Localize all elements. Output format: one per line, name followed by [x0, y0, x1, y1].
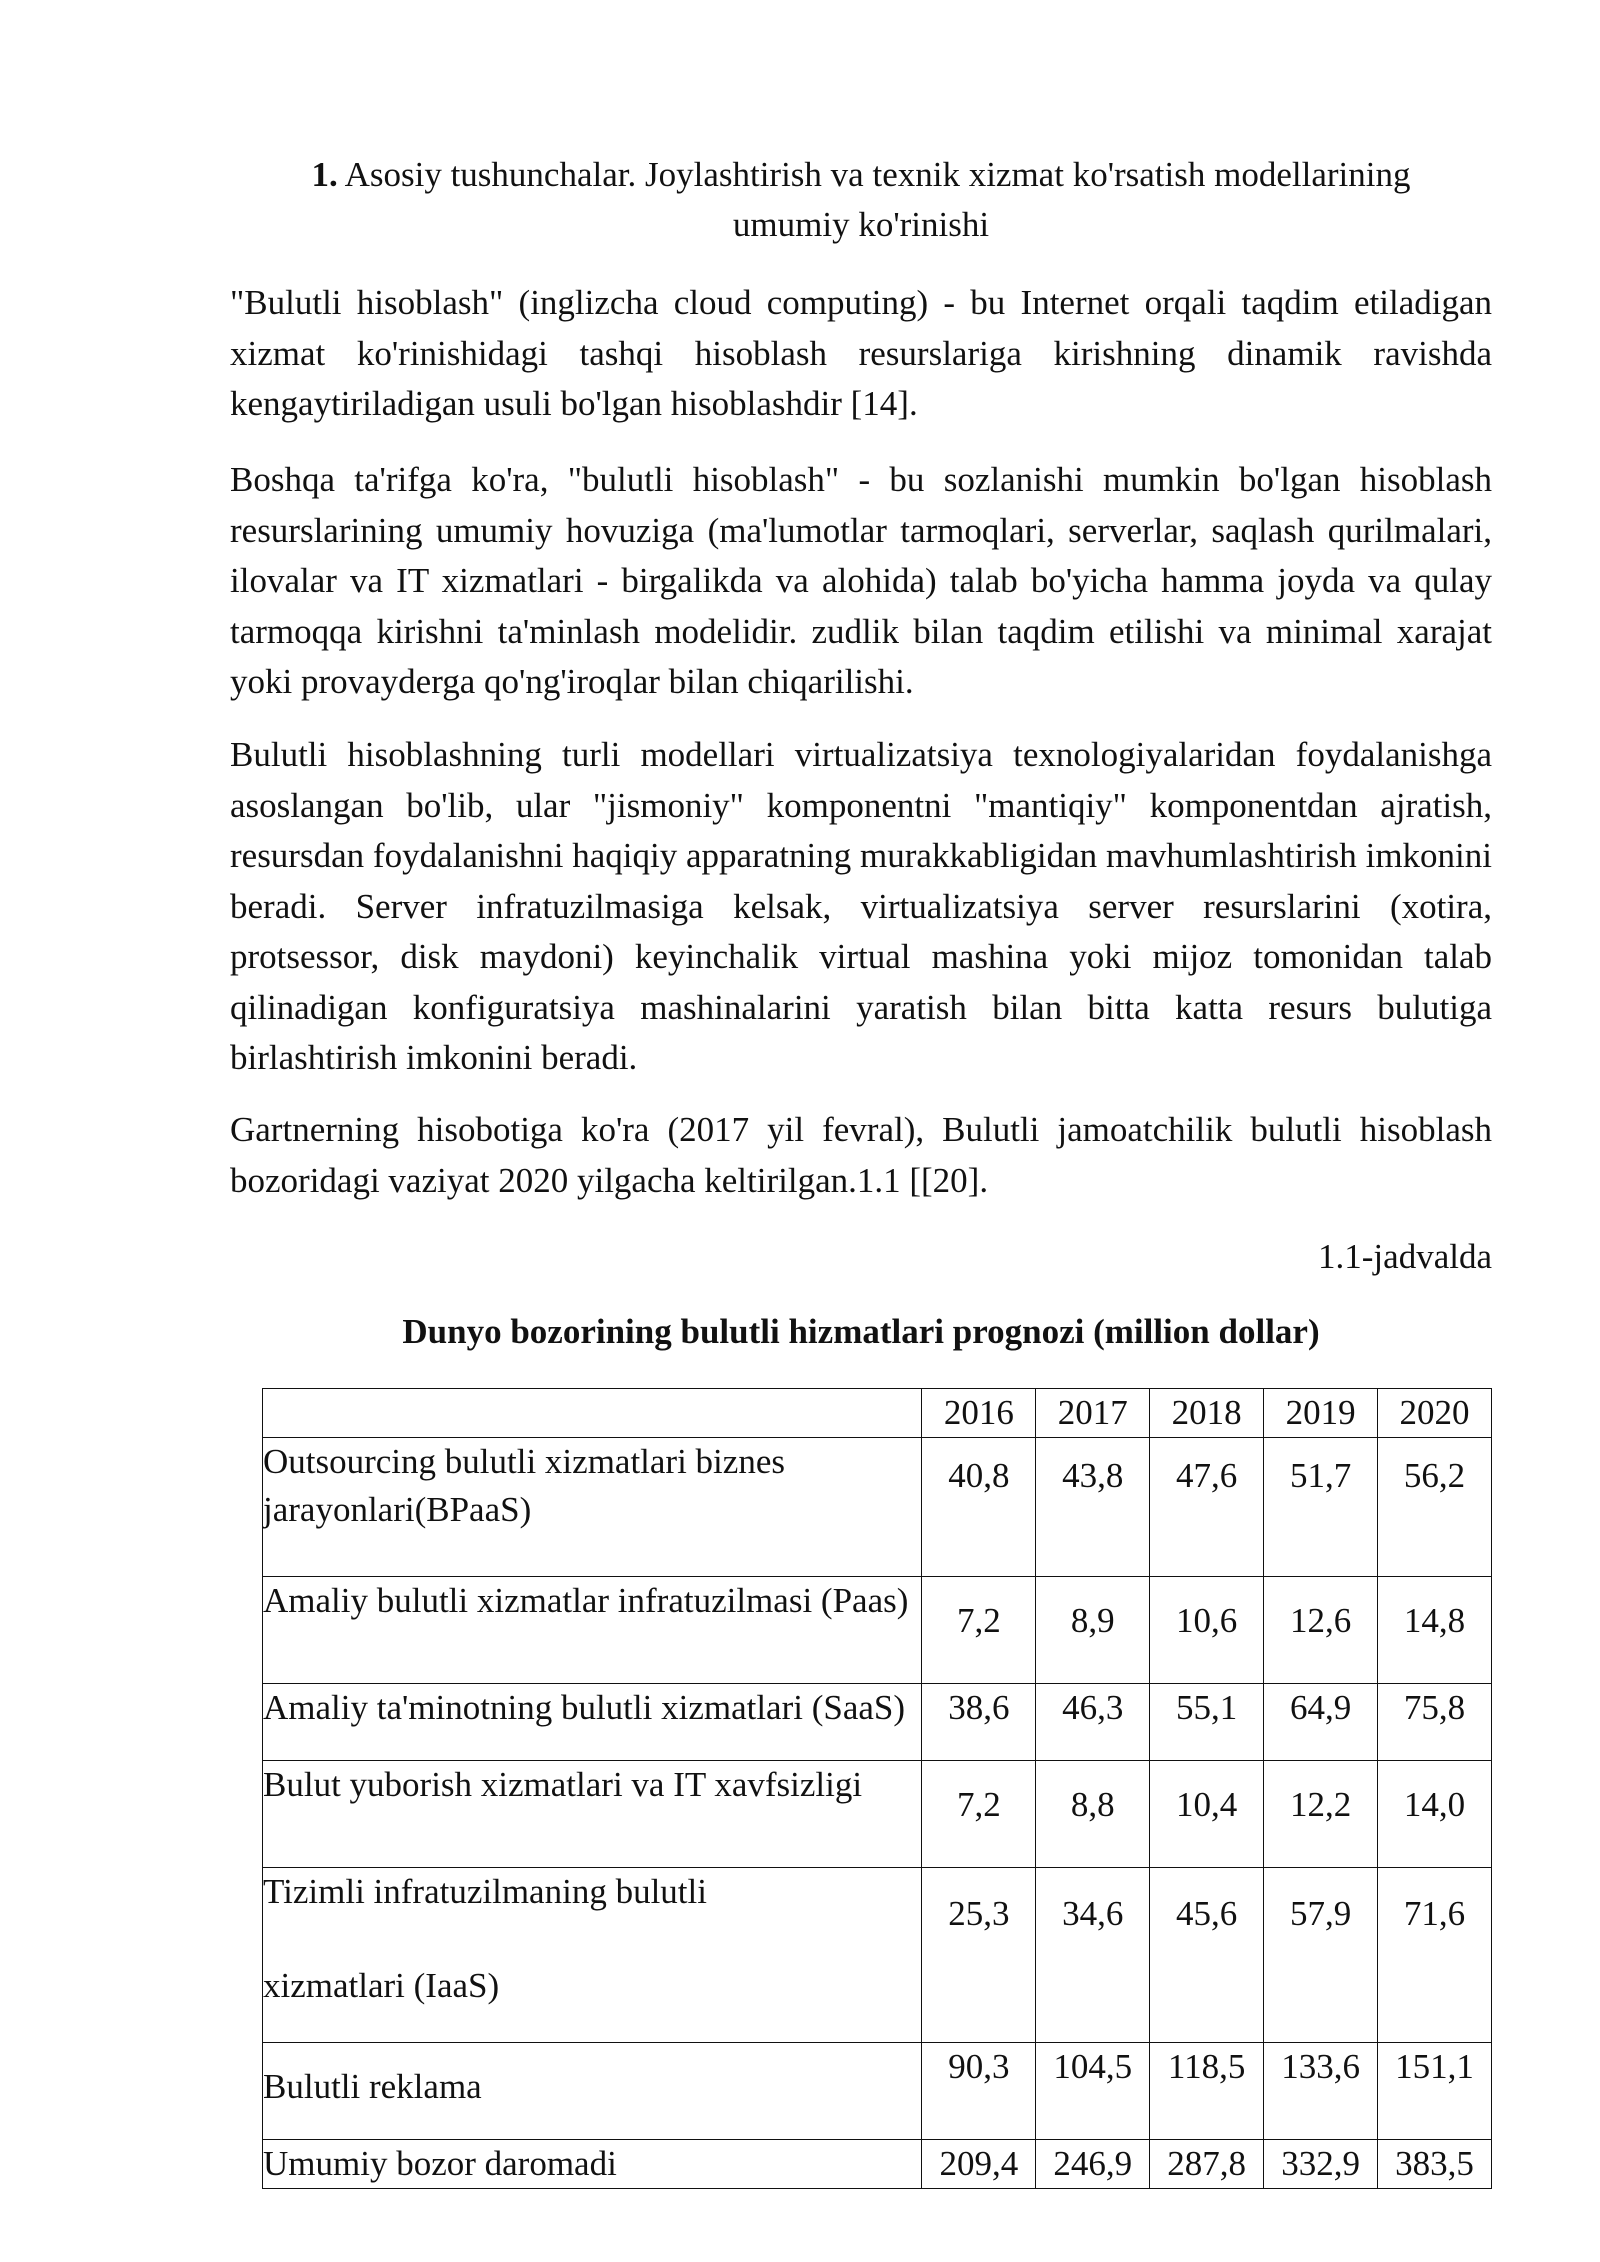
row-label-line: xizmatlari (IaaS): [263, 1966, 500, 2005]
table-header-row: [263, 1389, 1492, 1438]
table-cell: 287,8: [1150, 2140, 1264, 2189]
table-row: [263, 1438, 1492, 1577]
paragraph-definition: "Bulutli hisoblash" (inglizcha cloud computing) - bu Internet orqali taqdim etiladigan xizmat ko'rinishidagi tashqi hisoblash resurslariga kirishning dinamik ravishda kengaytiriladigan usuli bo'lgan hisoblashdir [14].: [230, 283, 1492, 423]
section-title-line1: Asosiy tushunchalar. Joylashtirish va texnik xizmat ko'rsatish modellarining: [344, 155, 1411, 194]
table-cell: 64,9: [1264, 1684, 1378, 1761]
table-title: Dunyo bozorining bulutli hizmatlari prognozi (million dollar): [402, 1312, 1320, 1351]
table-cell: 8,8: [1036, 1761, 1150, 1868]
table-cell: 10,4: [1150, 1761, 1264, 1868]
table-cell: 332,9: [1264, 2140, 1378, 2189]
section-title-line2: umumiy ko'rinishi: [732, 205, 990, 244]
table-cell: 51,7: [1264, 1438, 1378, 1577]
section-heading: [230, 150, 1492, 250]
table-cell: 104,5: [1036, 2043, 1150, 2140]
table-cell: 7,2: [922, 1577, 1036, 1684]
table-corner-cell: [263, 1389, 922, 1438]
table-cell: 47,6: [1150, 1438, 1264, 1577]
table-cell: 209,4: [922, 2140, 1036, 2189]
year-header: 2018: [1150, 1389, 1264, 1438]
forecast-table: [262, 1388, 1492, 2189]
table-cell: 38,6: [922, 1684, 1036, 1761]
row-label: Umumiy bozor daromadi: [263, 2140, 922, 2189]
table-cell: 25,3: [922, 1868, 1036, 2043]
table-row-total: [263, 2140, 1492, 2189]
table-cell: 383,5: [1378, 2140, 1492, 2189]
row-label: [263, 1868, 922, 2043]
table-cell: 246,9: [1036, 2140, 1150, 2189]
table-cell: 40,8: [922, 1438, 1036, 1577]
table-cell: 56,2: [1378, 1438, 1492, 1577]
table-cell: 10,6: [1150, 1577, 1264, 1684]
table-cell: 34,6: [1036, 1868, 1150, 2043]
table-cell: 12,6: [1264, 1577, 1378, 1684]
table-row: [263, 1761, 1492, 1868]
row-label: Bulutli reklama: [263, 2043, 922, 2140]
year-header: 2017: [1036, 1389, 1150, 1438]
row-label: Bulut yuborish xizmatlari va IT xavfsizligi: [263, 1761, 922, 1868]
table-cell: 75,8: [1378, 1684, 1492, 1761]
section-number: 1.: [311, 155, 338, 194]
table-cell: 14,0: [1378, 1761, 1492, 1868]
row-label: Amaliy bulutli xizmatlar infratuzilmasi (Paas): [263, 1577, 922, 1684]
paragraph-alt-definition: Boshqa ta'rifga ko'ra, "bulutli hisoblash" - bu sozlanishi mumkin bo'lgan hisoblash resurslarining umumiy hovuziga (ma'lumotlar tarmoqlari, serverlar, saqlash qurilmalari, ilovalar va IT xizmatlari - birgalikda va alohida) talab bo'yicha hamma joyda va qulay tarmoqqa kirishni ta'minlash modelidir. zudlik bilan taqdim etilishi va minimal xarajat yoki provayderga qo'ng'iroqlar bilan chiqarilishi.: [230, 460, 1492, 701]
table-reference: 1.1-jadvalda: [1318, 1237, 1492, 1276]
row-label: Outsourcing bulutli xizmatlari biznes jarayonlari(BPaaS): [263, 1438, 922, 1577]
paragraph-gartner: Gartnerning hisobotiga ko'ra (2017 yil fevral), Bulutli jamoatchilik bulutli hisoblash bozoridagi vaziyat 2020 yilgacha keltirilgan.1.1 [[20].: [230, 1110, 1492, 1200]
table-row: [263, 2043, 1492, 2140]
table-cell: 71,6: [1378, 1868, 1492, 2043]
year-header: 2016: [922, 1389, 1036, 1438]
table-cell: 57,9: [1264, 1868, 1378, 2043]
table-cell: 8,9: [1036, 1577, 1150, 1684]
table-row: [263, 1868, 1492, 2043]
table-cell: 55,1: [1150, 1684, 1264, 1761]
table-row: [263, 1684, 1492, 1761]
year-header: 2020: [1378, 1389, 1492, 1438]
table-row: [263, 1577, 1492, 1684]
table-cell: 118,5: [1150, 2043, 1264, 2140]
table-cell: 133,6: [1264, 2043, 1378, 2140]
table-cell: 12,2: [1264, 1761, 1378, 1868]
table-cell: 90,3: [922, 2043, 1036, 2140]
table-cell: 45,6: [1150, 1868, 1264, 2043]
paragraph-virtualization: Bulutli hisoblashning turli modellari virtualizatsiya texnologiyalaridan foydalanishga asoslangan bo'lib, ular "jismoniy" komponentni "mantiqiy" komponentdan ajratish, resursdan foydalanishni haqiqiy apparatning murakkabligidan mavhumlashtirish imkonini beradi. Server infratuzilmasiga kelsak, virtualizatsiya server resurslarini (xotira, protsessor, disk maydoni) keyinchalik virtual mashina yoki mijoz tomonidan talab qilinadigan konfiguratsiya mashinalarini yaratish bilan bitta katta resurs bulutiga birlashtirish imkonini beradi.: [230, 735, 1492, 1077]
year-header: 2019: [1264, 1389, 1378, 1438]
table-cell: 46,3: [1036, 1684, 1150, 1761]
table-cell: 151,1: [1378, 2043, 1492, 2140]
row-label: Amaliy ta'minotning bulutli xizmatlari (SaaS): [263, 1684, 922, 1761]
table-cell: 7,2: [922, 1761, 1036, 1868]
table-cell: 43,8: [1036, 1438, 1150, 1577]
table-cell: 14,8: [1378, 1577, 1492, 1684]
row-label-line: Tizimli infratuzilmaning bulutli: [263, 1872, 707, 1911]
